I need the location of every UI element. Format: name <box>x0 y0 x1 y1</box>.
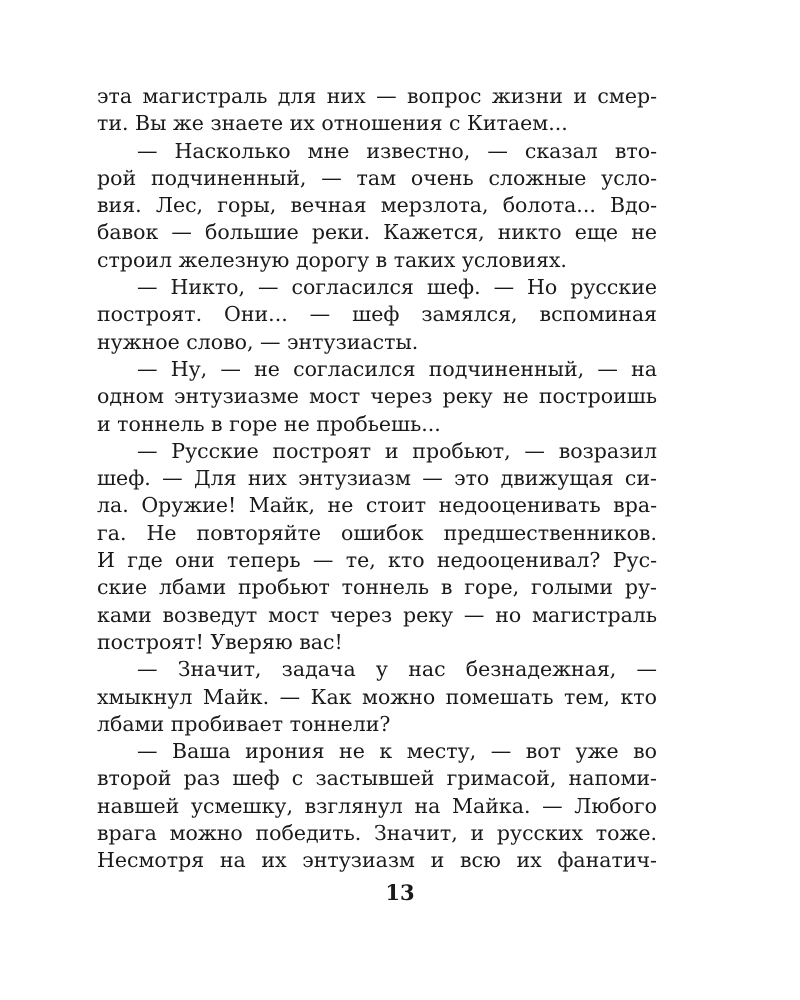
text-line: и тоннель в горе не пробьешь... <box>97 411 441 436</box>
text-line: ками возведут мост через реку — но магистраль <box>97 602 657 627</box>
text-line: построят! Уверяю вас! <box>97 629 343 654</box>
text-line: хмыкнул Майк. — Как можно помешать тем, кто <box>97 684 657 709</box>
text-line: Несмотря на их энтузиазм и всю их фанатич- <box>97 848 657 873</box>
text-line: — Ну, — не согласился подчиненный, — на <box>137 356 657 381</box>
text-line: одном энтузиазме мост через реку не построишь <box>97 384 657 409</box>
text-line: строил железную дорогу в таких условиях. <box>97 247 567 272</box>
text-line: — Значит, задача у нас безнадежная, — <box>137 657 657 682</box>
text-line: — Насколько мне известно, — сказал вто- <box>137 138 657 163</box>
text-line: эта магистраль для них — вопрос жизни и смер- <box>97 84 657 108</box>
text-line: — Русские построят и пробьют, — возразил <box>137 438 657 463</box>
text-line: нужное слово, — энтузиасты. <box>97 329 419 354</box>
text-line: построят. Они... — шеф замялся, вспоминая <box>97 302 657 327</box>
text-line: врага можно победить. Значит, и русских тоже. <box>97 821 657 846</box>
text-line: рой подчиненный, — там очень сложные усло- <box>97 165 657 190</box>
text-line: ти. Вы же знаете их отношения с Китаем... <box>97 111 568 136</box>
page-text <box>97 83 657 875</box>
text-line: шеф. — Для них энтузиазм — это движущая си- <box>97 466 657 491</box>
text-line: ские лбами пробьют тоннель в горе, голыми ру- <box>97 575 657 600</box>
text-line: навшей усмешку, взглянул на Майка. — Любого <box>97 793 657 818</box>
text-line: бавок — большие реки. Кажется, никто еще не <box>97 220 657 245</box>
text-line: — Ваша ирония не к месту, — вот уже во <box>137 739 657 764</box>
text-line: второй раз шеф с застывшей гримасой, напоми- <box>97 766 657 791</box>
text-line: вия. Лес, горы, вечная мерзлота, болота... Вдо- <box>97 193 657 218</box>
text-line: И где они теперь — те, кто недооценивал? Рус- <box>97 548 657 573</box>
text-line: — Никто, — согласился шеф. — Но русские <box>137 275 657 300</box>
text-line: ла. Оружие! Майк, не стоит недооценивать вра- <box>97 493 657 518</box>
text-line: га. Не повторяйте ошибок предшественников. <box>97 520 657 545</box>
text-line: лбами пробивает тоннели? <box>97 711 391 736</box>
page-number: 13 <box>385 880 415 905</box>
